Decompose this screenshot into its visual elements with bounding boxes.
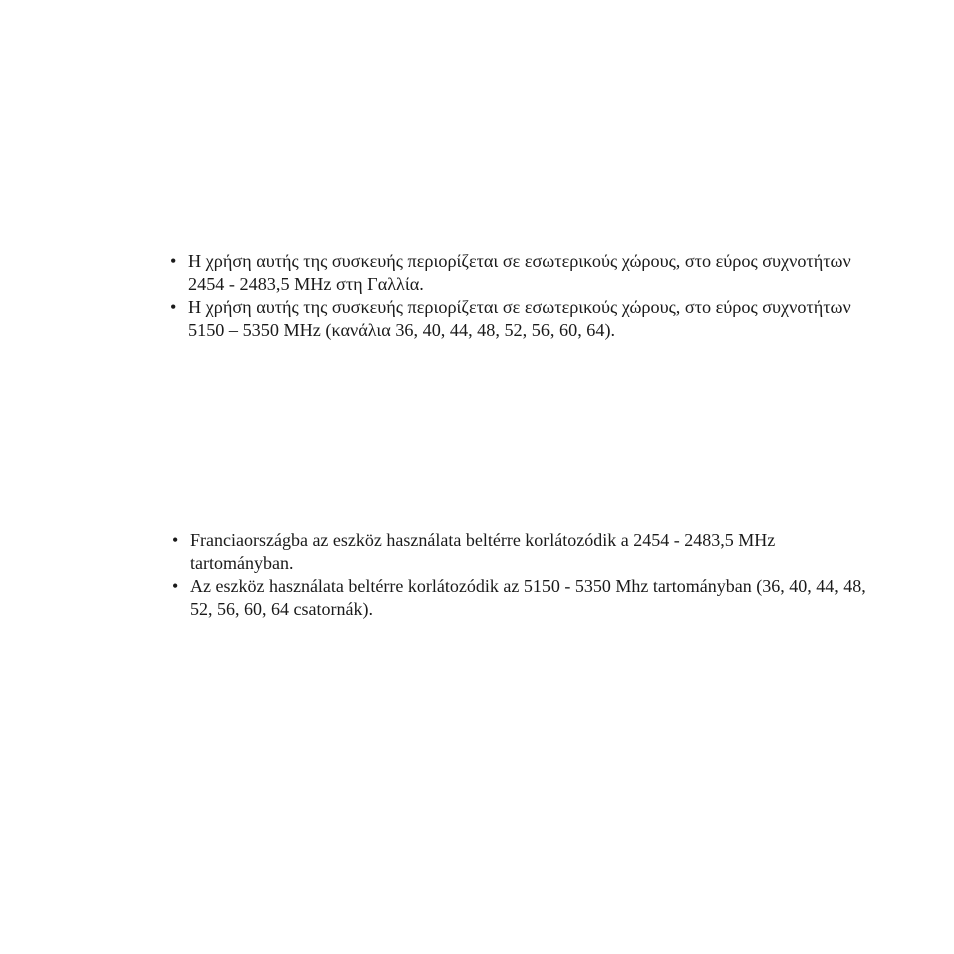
- greek-notice-list: [170, 250, 860, 342]
- bullet-icon: •: [172, 576, 179, 596]
- hungarian-notice-list: [172, 529, 872, 621]
- list-item: [170, 250, 860, 296]
- list-item: [170, 296, 860, 342]
- bullet-icon: •: [172, 530, 179, 550]
- notice-text-5150: Az eszköz használata beltérre korlátozódik az 5150 - 5350 Mhz tartományban (36, 40, 44, 48, 52, 56, 60, 64 csatornák).: [190, 576, 866, 619]
- bullet-icon: •: [170, 251, 177, 271]
- notice-text-france-2454: Franciaországba az eszköz használata beltérre korlátozódik a 2454 - 2483,5 MHz tartományban.: [190, 530, 776, 573]
- list-item: [172, 529, 872, 575]
- notice-text-5150: Η χρήση αυτής της συσκευής περιορίζεται σε εσωτερικούς χώρους, στο εύρος συχνοτήτων 5150 – 5350 MHz (κανάλια 36, 40, 44, 48, 52, 56, 60, 64).: [188, 297, 851, 340]
- notice-text-france-2454: Η χρήση αυτής της συσκευής περιορίζεται σε εσωτερικούς χώρους, στο εύρος συχνοτήτων 2454 - 2483,5 MHz στη Γαλλία.: [188, 251, 851, 294]
- bullet-icon: •: [170, 297, 177, 317]
- list-item: [172, 575, 872, 621]
